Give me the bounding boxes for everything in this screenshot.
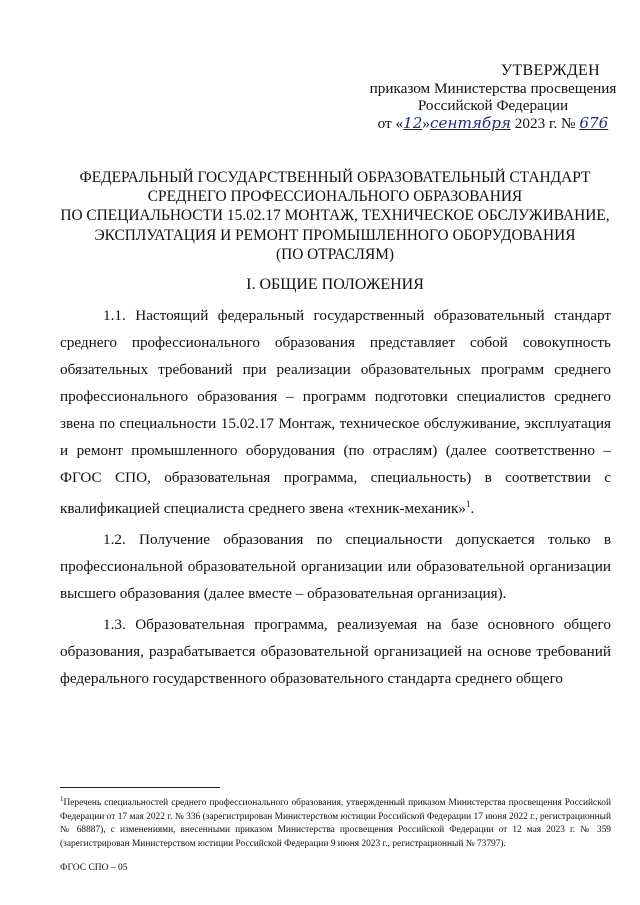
title-line-5: (ПО ОТРАСЛЯМ) — [275, 245, 395, 263]
order-date-line — [358, 115, 628, 133]
document-title — [60, 168, 610, 264]
order-from-prefix: от « — [377, 114, 404, 132]
title-line-2: СРЕДНЕГО ПРОФЕССИОНАЛЬНОГО ОБРАЗОВАНИЯ — [147, 188, 523, 206]
title-line-3: ПО СПЕЦИАЛЬНОСТИ 15.02.17 МОНТАЖ, ТЕХНИЧЕСКОЕ ОБСЛУЖИВАНИЕ, — [60, 207, 610, 225]
footnote — [60, 793, 611, 851]
body-text — [60, 302, 611, 696]
order-year-suffix: 2023 г. № — [510, 114, 580, 132]
approval-title: УТВЕРЖДЕН — [500, 62, 600, 79]
paragraph-1-1-end: . — [470, 500, 475, 518]
approval-line-2: Российской Федерации — [417, 97, 569, 114]
footnote-marker: 1 — [60, 795, 64, 803]
section-heading: I. ОБЩИЕ ПОЛОЖЕНИЯ — [246, 276, 424, 293]
order-day-handwritten: 12 — [403, 113, 423, 132]
paragraph-1-3: 1.3. Образовательная программа, реализуемая на базе основного общего образования, разрабатывается образовательной организацией на основе требований федерального государственного образовательного стандарта среднего общего — [60, 616, 611, 688]
paragraph-1-1 — [60, 302, 611, 522]
title-line-4: ЭКСПЛУАТАЦИЯ И РЕМОНТ ПРОМЫШЛЕННОГО ОБОРУДОВАНИЯ — [94, 226, 576, 244]
document-code: ФГОС СПО – 05 — [60, 863, 128, 873]
order-month-handwritten: сентября — [429, 113, 511, 132]
footnote-reference: 1 — [466, 499, 471, 509]
order-quote-close: » — [422, 114, 430, 132]
paragraph-1-2: 1.2. Получение образования по специальности допускается только в профессиональной образовательной организации или образовательной организации высшего образования (далее вместе – образовательная организация). — [60, 531, 611, 603]
title-line-1: ФЕДЕРАЛЬНЫЙ ГОСУДАРСТВЕННЫЙ ОБРАЗОВАТЕЛЬНЫЙ СТАНДАРТ — [79, 169, 591, 186]
order-number-handwritten: 676 — [579, 113, 609, 132]
approval-line-1: приказом Министерства просвещения — [369, 79, 617, 97]
footnote-text: Перечень специальностей среднего профессионального образования, утвержденный приказом Министерства просвещения Российской Федерации от 17 мая 2022 г. № 336 (зарегистрирован Министерством юстиции Российской Федерации 17 июня 2022 г., регистрационный № 68887), с изменениями, внесенными приказом Министерства просвещения Российской Федерации от 12 мая 2023 г. № 359 (зарегистрирован Министерством юстиции Российской Федерации 9 июня 2023 г., регистрационный № 73797). — [60, 798, 611, 849]
approval-block — [358, 62, 628, 132]
footnote-divider — [60, 787, 220, 788]
paragraph-1-1-text: 1.1. Настоящий федеральный государственный образовательный стандарт среднего профессионального образования представляет собой совокупность обязательных требований при реализации образовательных программ среднего профессионального образования – программ подготовки специалистов среднего звена по специальности 15.02.17 Монтаж, техническое обслуживание, эксплуатация и ремонт промышленного оборудования (по отраслям) (далее соответственно – ФГОС СПО, образовательная программа, специальность) в соответствии с квалификацией специалиста среднего звена «техник-механик» — [60, 307, 611, 518]
